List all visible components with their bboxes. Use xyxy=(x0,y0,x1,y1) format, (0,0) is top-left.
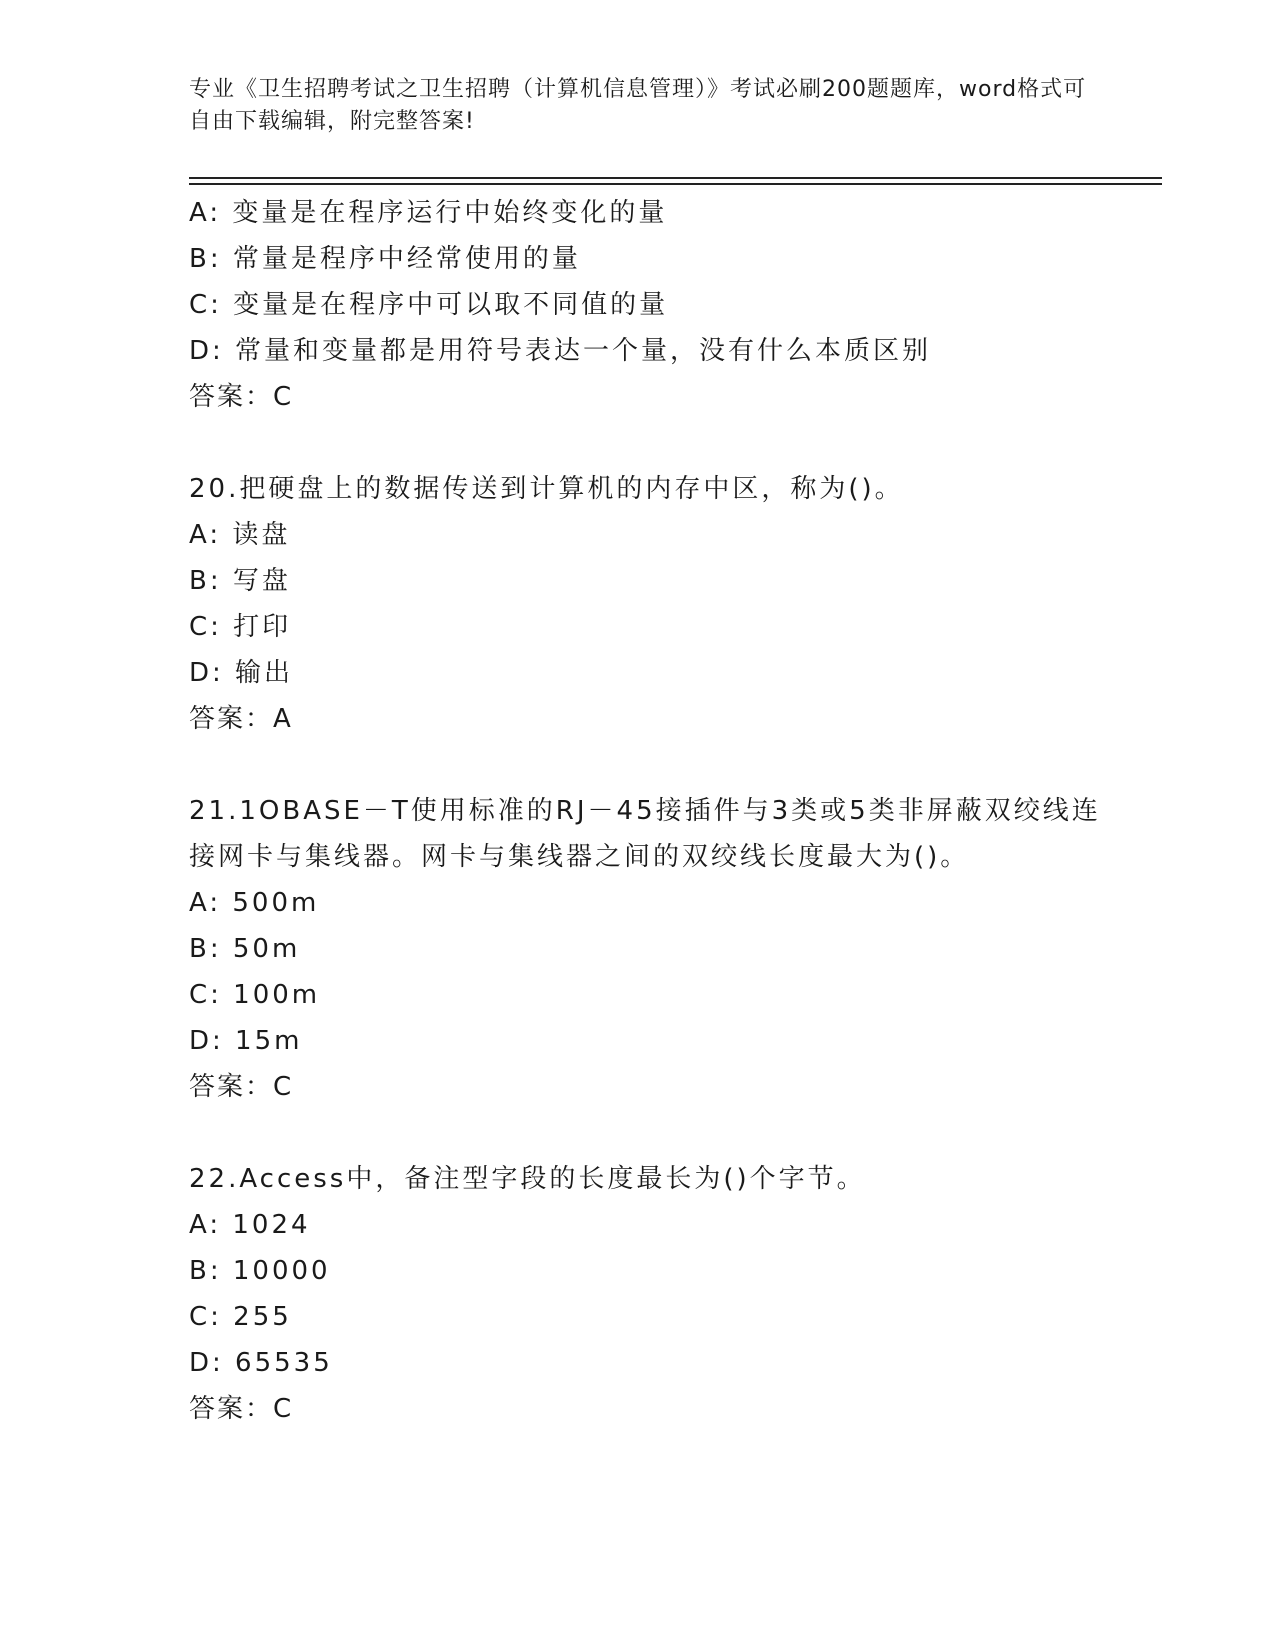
question-21 xyxy=(189,788,1109,1110)
option-c: C: 100m xyxy=(189,980,321,1010)
option-b: B: 常量是程序中经常使用的量 xyxy=(189,244,581,274)
option-a: A: 变量是在程序运行中始终变化的量 xyxy=(189,198,668,228)
question-20 xyxy=(189,466,1109,742)
spacer xyxy=(189,1110,1109,1156)
option-c: C: 255 xyxy=(189,1302,292,1332)
question-text: 22.Access中，备注型字段的长度最长为()个字节。 xyxy=(189,1164,866,1194)
answer: 答案：C xyxy=(189,1072,294,1102)
question-list xyxy=(189,190,1109,1432)
spacer xyxy=(189,742,1109,788)
document-header: 专业《卫生招聘考试之卫生招聘（计算机信息管理）》考试必刷200题题库，word格式可自由下载编辑，附完整答案! xyxy=(189,77,1087,134)
option-a: A: 1024 xyxy=(189,1210,311,1240)
question-22 xyxy=(189,1156,1109,1432)
option-b: B: 10000 xyxy=(189,1256,331,1286)
option-a: A: 读盘 xyxy=(189,520,291,550)
answer: 答案：C xyxy=(189,1394,294,1424)
question-text: 21.1OBASE－T使用标准的RJ－45接插件与3类或5类非屏蔽双绞线连接网卡与集线器。网卡与集线器之间的双绞线长度最大为()。 xyxy=(189,796,1101,872)
question-19 xyxy=(189,190,1109,420)
option-c: C: 打印 xyxy=(189,612,292,642)
option-b: B: 写盘 xyxy=(189,566,291,596)
option-a: A: 500m xyxy=(189,888,320,918)
option-d: D: 65535 xyxy=(189,1348,333,1378)
option-d: D: 常量和变量都是用符号表达一个量，没有什么本质区别 xyxy=(189,336,932,366)
option-d: D: 15m xyxy=(189,1026,303,1056)
option-c: C: 变量是在程序中可以取不同值的量 xyxy=(189,290,669,320)
answer: 答案：A xyxy=(189,704,293,734)
option-b: B: 50m xyxy=(189,934,301,964)
option-d: D: 输出 xyxy=(189,658,294,688)
answer: 答案：C xyxy=(189,382,294,412)
header-divider-bottom xyxy=(189,183,1162,185)
spacer xyxy=(189,420,1109,466)
question-text: 20.把硬盘上的数据传送到计算机的内存中区，称为()。 xyxy=(189,474,904,504)
header-divider-top xyxy=(189,177,1162,179)
